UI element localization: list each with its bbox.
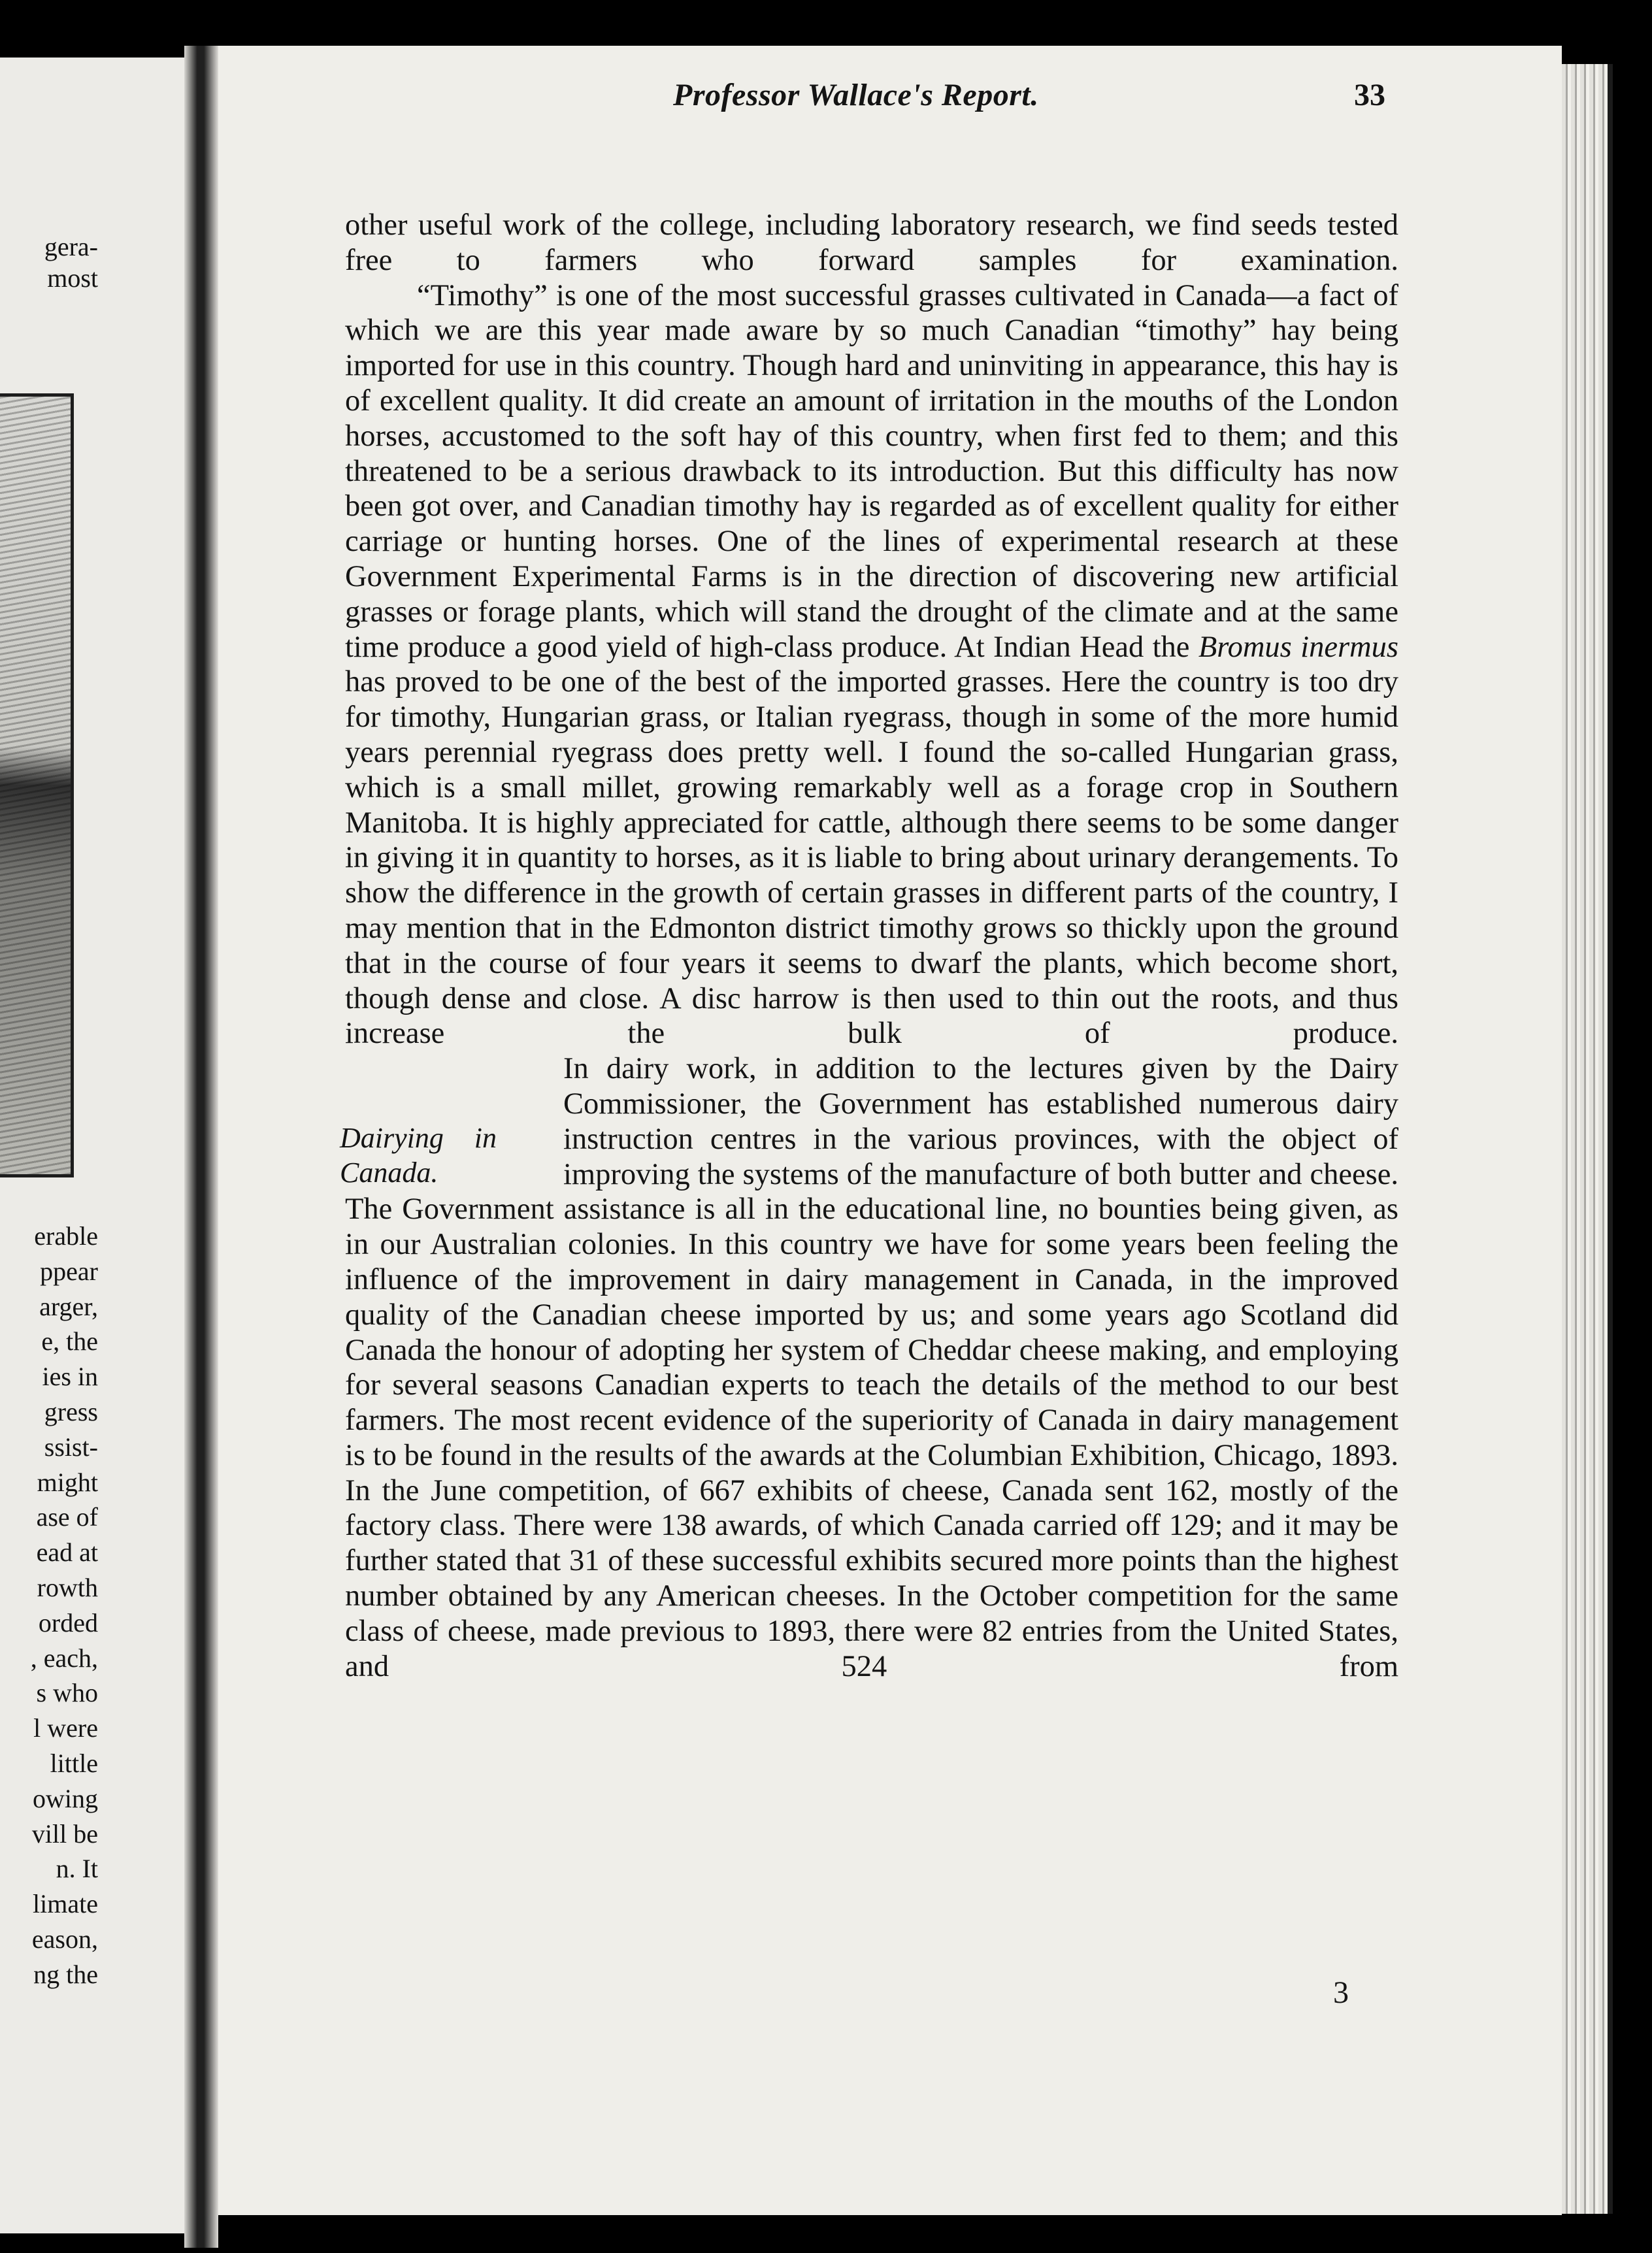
paragraph-2-text-cont: has proved to be one of the best of the imported grasses. Here the country is too dry for timothy, Hungarian grass, or Italian ryegrass, though in some of the more humid years perennial ryegrass does pretty well. I found the so-called Hungarian grass, which is a small millet, growing remarkably well as a forage crop in Southern Manitoba. It is highly appreciated for cattle, although there seems to be some danger in giving it in quantity to horses, as it is liable to bring about urinary derangements. To show the difference in the growth of certain grasses in different parts of the country, I may mention that in the Edmonton district timothy grows so thickly upon the ground that in the course of four years it seems to dwarf the plants, which become short, though dense and close. A disc harrow is then used to thin out the roots, and thus increase the bulk of produce. (345, 665, 1398, 1051)
signature-mark: 3 (1333, 1975, 1349, 2010)
left-fragment-line: eason, (31, 1924, 98, 1954)
left-fragment-line: e, the (41, 1326, 98, 1357)
left-fragment-line: s who (36, 1678, 98, 1708)
left-fragment-line: erable (34, 1221, 98, 1251)
left-fragment-line: ead at (36, 1538, 98, 1568)
body-text (340, 208, 1398, 1684)
species-name: Bromus inermus (1198, 630, 1398, 664)
margin-note: Dairying in Canada. (340, 1122, 497, 1189)
left-fragment-line: owing (33, 1783, 98, 1813)
left-fragment-line: might (37, 1467, 98, 1497)
left-fragment-line: most (47, 263, 98, 293)
paragraph-2 (345, 278, 1398, 1052)
left-fragment-line: orded (38, 1607, 98, 1637)
left-fragment-line: l were (33, 1713, 98, 1743)
left-fragment-line: ies in (42, 1362, 98, 1392)
left-fragment-line: ase of (36, 1502, 98, 1532)
left-fragment-line: gress (44, 1397, 98, 1426)
page-edges (1562, 64, 1613, 2214)
left-fragment-line: arger, (39, 1291, 98, 1321)
left-fragment-line: ssist- (44, 1432, 98, 1462)
left-fragment-line: little (50, 1749, 98, 1778)
paragraph-2-text: “Timothy” is one of the most successful grasses cultivated in Canada—a fact of which we are this year made aware by so much Canadian “timothy” hay being imported for use in this country. Though hard and uninviting in appearance, this hay is of excellent quality. It did create an amount of irritation in the mouths of the London horses, accustomed to the soft hay of this country, when first fed to them; and this threatened to be a serious drawback to its introduction. But this difficulty has now been got over, and Canadian timothy hay is regarded as of excellent quality for either carriage or hunting horses. One of the lines of experimental research at these Government Experimental Farms is in the direction of discovering new artificial grasses or forage plants, which will stand the drought of the climate and at the same time produce a good yield of high-class produce. At Indian Head the (345, 278, 1398, 664)
left-fragment-line: limate (33, 1889, 98, 1919)
left-fragment-line: ng the (33, 1959, 98, 1989)
running-head: Professor Wallace's Report. (673, 78, 1039, 112)
paragraph-3: In dairy work, in addition to the lectures given by the Dairy Commissioner, the Government has established numerous dairy instruction centres in the various provinces, with the object of improving the systems of the manufacture of both butter and cheese. The Government assistance is all in the educational line, no bounties being given, as in our Australian colonies. In this country we have for some years been feeling the influence of the improvement in dairy management in Canada, in the improved quality of the Canadian cheese imported by us; and some years ago Scotland did Canada the honour of adopting her system of Cheddar cheese making, and employing for several seasons Canadian experts to teach the details of the method to our best farmers. The most recent evidence of the superiority of Canada in dairy management is to be found in the results of the awards at the Columbian Exhibition, Chicago, 1893. In the June competition, of 667 exhibits of cheese, Canada sent 162, mostly of the factory class. There were 138 awards, of which Canada carried off 129; and it may be further stated that 31 of these successful exhibits secured more points than the highest number obtained by any American cheeses. In the October competition for the same class of cheese, made previous to 1893, there were 82 entries from the United States, and 524 from (345, 1052, 1398, 1683)
previous-page-fragment (0, 58, 184, 2233)
left-fragment-line: n. It (56, 1854, 98, 1884)
left-fragment-line: gera- (44, 232, 98, 261)
illustration-fragment (0, 393, 74, 1177)
book-spine (184, 46, 218, 2248)
page-number: 33 (1354, 78, 1385, 112)
left-fragment-line: vill be (31, 1818, 98, 1849)
left-fragment-line: rowth (37, 1573, 98, 1602)
paragraph-1: other useful work of the college, including laboratory research, we find seeds tested free to farmers who forward samples for examination. (345, 208, 1398, 277)
dairying-section (340, 1051, 1398, 1684)
left-fragment-line: , each, (30, 1643, 98, 1673)
left-fragment-line: ppear (40, 1256, 98, 1286)
